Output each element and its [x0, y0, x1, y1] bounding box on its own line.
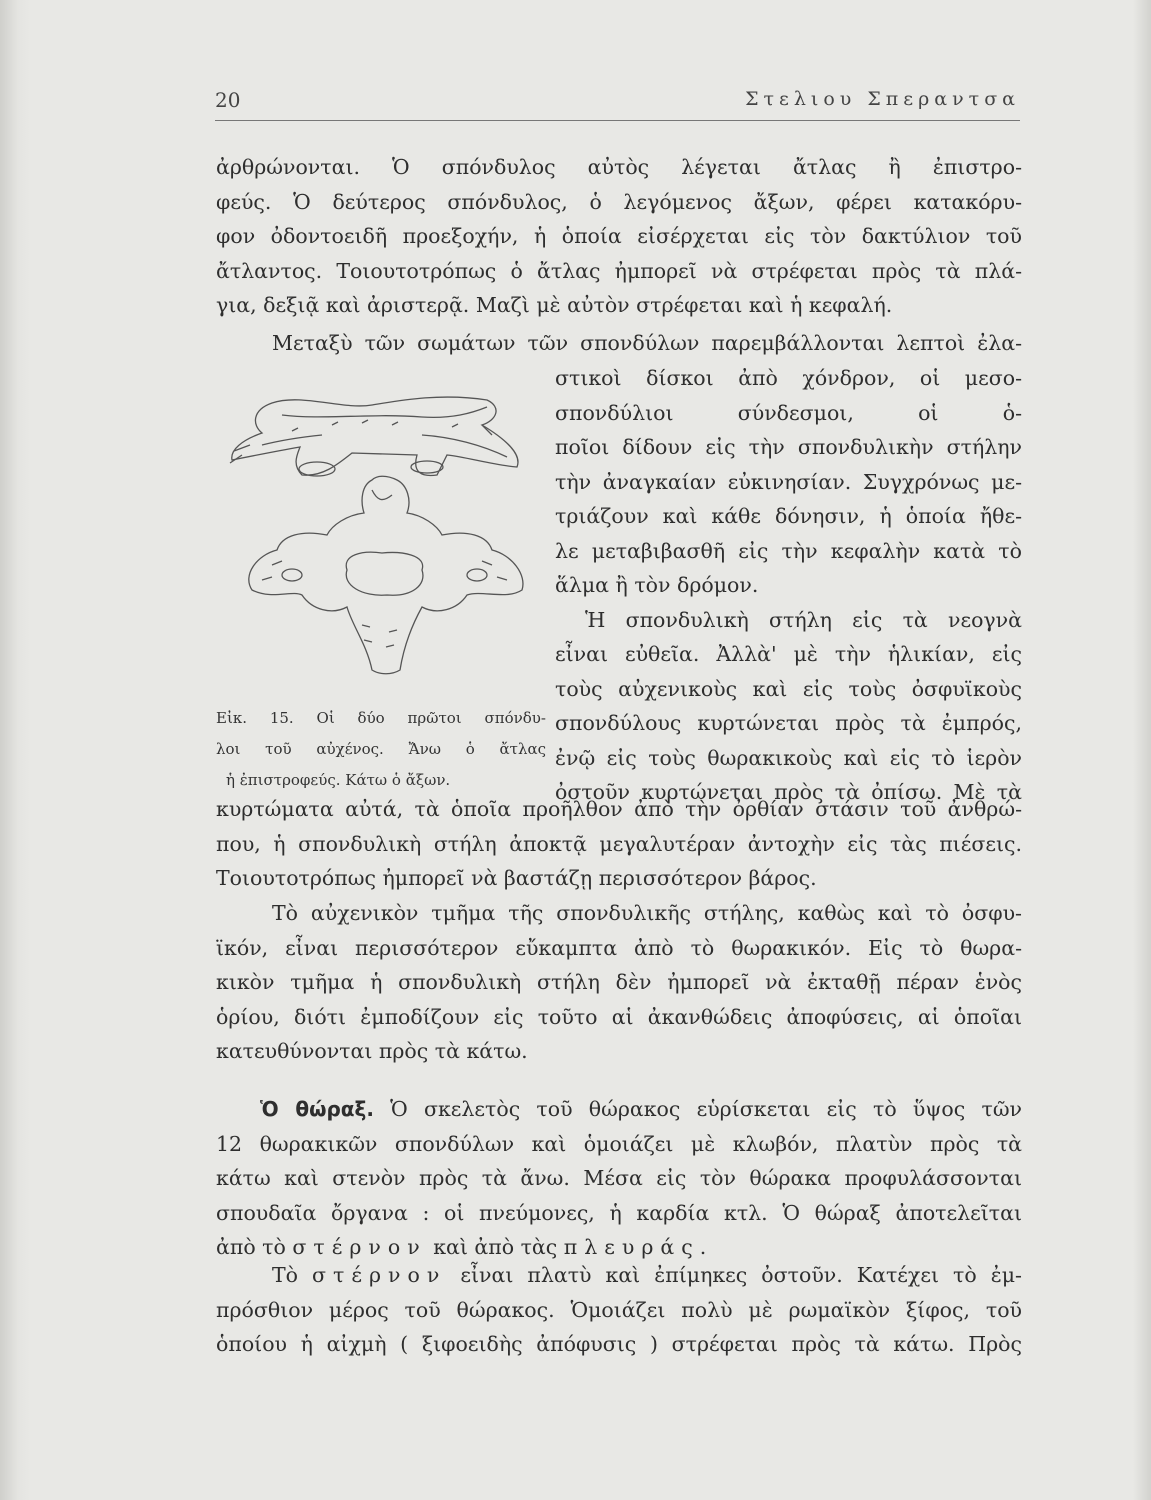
axis-illustration	[249, 476, 523, 674]
running-title: Στελιου Σπεραντσα	[745, 88, 1020, 110]
text-line: εἶναι εὐθεῖα. Ἀλλὰ' μὲ τὴν ἡλικίαν, εἰς	[555, 642, 1022, 666]
text-line: που, ἡ σπονδυλικὴ στήλη ἀποκτᾷ μεγαλυτέραν ἀντοχὴν εἰς τὰς πιέσεις.	[216, 831, 1022, 856]
section-heading-thorax: Ὁ θώραξ.	[260, 1097, 374, 1121]
page-edge-right	[1133, 0, 1151, 1500]
text-line: 12 θωρακικῶν σπονδύλων καὶ ὁμοιάζει μὲ κλωβόν, πλατὺν πρὸς τὰ	[216, 1131, 1022, 1156]
text-line: σπονδύλους κυρτώνεται πρὸς τὰ ἐμπρός,	[555, 711, 1022, 735]
text-line: Τοιουτοτρόπως ἠμπορεῖ νὰ βαστάζῃ περισσότερον βάρος.	[216, 866, 817, 890]
figure-caption	[216, 703, 546, 796]
vertebrae-figure	[222, 385, 532, 690]
text-line: σπονδύλιοι σύνδεσμοι, οἱ ὁ-	[555, 400, 1022, 425]
text-line: σπουδαῖα ὄργανα : οἱ πνεύμονες, ἡ καρδία κτλ. Ὁ θώραξ ἀποτελεῖται	[216, 1200, 1022, 1225]
text-line: φον ὀδοντοειδῆ προεξοχήν, ἡ ὁποία εἰσέρχεται εἰς τὸν δακτύλιον τοῦ	[216, 224, 1022, 248]
text-line: κατευθύνονται πρὸς τὰ κάτω.	[216, 1039, 528, 1063]
text-line: για, δεξιᾷ καὶ ἀριστερᾷ. Μαζὶ μὲ αὐτὸν στρέφεται καὶ ἡ κεφαλή.	[216, 293, 893, 317]
paragraph-curvatures	[216, 792, 1022, 896]
atlas-illustration	[230, 397, 518, 476]
page-number: 20	[215, 88, 241, 112]
caption-line: Εἰκ. 15. Οἱ δύο πρῶτοι σπόνδυ-	[216, 709, 546, 727]
text-line: τοὺς αὐχενικοὺς καὶ εἰς τοὺς ὀσφυϊκοὺς	[555, 676, 1022, 701]
paragraph-thorax	[216, 1092, 1022, 1265]
text-line	[216, 1092, 1022, 1127]
caption-line: λοι τοῦ αὐχένος. Ἄνω ὁ ἄτλας	[216, 740, 546, 758]
text-line: κυρτώματα αὐτά, τὰ ὁποῖα προῆλθον ἀπὸ τὴν ὀρθίαν στάσιν τοῦ ἀνθρώ-	[216, 797, 1022, 821]
term-sternum: στέρνον	[312, 1263, 447, 1287]
text-line: ὁρίου, διότι ἐμποδίζουν εἰς τοῦτο αἱ ἀκανθώδεις ἀποφύσεις, αἱ ὁποῖαι	[216, 1004, 1022, 1029]
term-ribs: πλευράς.	[563, 1235, 714, 1259]
text-line: Τὸ αὐχενικὸν τμῆμα τῆς σπονδυλικῆς στήλης, καθὼς καὶ τὸ ὀσφυ-	[272, 901, 1022, 925]
paragraph-cervical	[216, 896, 1022, 1069]
text-line: κάτω καὶ στενὸν πρὸς τὰ ἄνω. Μέσα εἰς τὸν θώρακα προφυλάσσονται	[216, 1166, 1022, 1190]
paragraph-discs-first-line	[272, 326, 1022, 361]
text-line	[216, 1258, 1022, 1293]
text-line: Μεταξὺ τῶν σωμάτων τῶν σπονδύλων παρεμβάλλονται λεπτοὶ ἐλα-	[272, 331, 1022, 355]
text-line: ποῖοι δίδουν εἰς τὴν σπονδυλικὴν στήλην	[555, 435, 1022, 459]
text-line: ἀρθρώνονται. Ὁ σπόνδυλος αὐτὸς λέγεται ἄτλας ἢ ἐπιστρο-	[216, 155, 1022, 179]
text-line: κικὸν τμῆμα ἡ σπονδυλικὴ στήλη δὲν ἠμπορεῖ νὰ ἐκταθῇ πέραν ἑνὸς	[216, 970, 1022, 994]
caption-line: ἡ ἐπιστροφεύς. Κάτω ὁ ἄξων.	[226, 771, 451, 789]
text-line: στικοὶ δίσκοι ἀπὸ χόνδρον, οἱ μεσο-	[555, 366, 1022, 390]
text-line: πρόσθιον μέρος τοῦ θώρακος. Ὁμοιάζει πολὺ μὲ ρωμαϊκὸν ξίφος, τοῦ	[216, 1297, 1022, 1322]
text-line: λε μεταβιβασθῆ εἰς τὴν κεφαλὴν κατὰ τὸ	[555, 538, 1022, 563]
paragraph-sternum	[216, 1258, 1022, 1362]
text-line: ὁποίου ἡ αἰχμὴ ( ξιφοειδὴς ἀπόφυσις ) στρέφεται πρὸς τὰ κάτω. Πρὸς	[216, 1332, 1022, 1356]
term-sternum: στέρνον	[292, 1235, 427, 1259]
text-line: τὴν ἀναγκαίαν εὐκινησίαν. Συγχρόνως με-	[555, 469, 1022, 494]
text-segment: εἶναι πλατὺ καὶ ἐπίμηκες ὀστοῦν. Κατέχει τὸ ἐμ-	[460, 1263, 1022, 1287]
page-header	[215, 86, 1020, 121]
text-segment: ἀπὸ τὸ	[216, 1235, 286, 1259]
text-line: τριάζουν καὶ κάθε δόνησιν, ἡ ὁποία ἤθε-	[555, 504, 1022, 528]
text-segment: Ὁ σκελετὸς τοῦ θώρακος εὑρίσκεται εἰς τὸ ὕψος τῶν	[390, 1097, 1022, 1121]
text-line: φεύς. Ὁ δεύτερος σπόνδυλος, ὁ λεγόμενος ἄξων, φέρει κατακόρυ-	[216, 189, 1022, 214]
page-edge-left	[0, 0, 30, 1500]
text-line: ἐνῷ εἰς τοὺς θωρακικοὺς καὶ εἰς τὸ ἱερὸν	[555, 745, 1022, 770]
text-line: ἅλμα ἢ τὸν δρόμον.	[555, 573, 759, 597]
text-line: ἄτλαντος. Τοιουτοτρόπως ὁ ἄτλας ἠμπορεῖ νὰ στρέφεται πρὸς τὰ πλά-	[216, 258, 1022, 283]
text-line: Ἡ σπονδυλικὴ στήλη εἰς τὰ νεογνὰ	[585, 607, 1022, 632]
right-column-text	[555, 361, 1022, 810]
text-segment: καὶ ἀπὸ τὰς	[433, 1235, 558, 1259]
text-line: ϊκόν, εἶναι περισσότερον εὔκαμπτα ἀπὸ τὸ θωρακικόν. Εἰς τὸ θωρα-	[216, 935, 1022, 960]
text-segment: Τὸ	[272, 1263, 299, 1287]
paragraph-atlas	[216, 150, 1022, 323]
text-line: ὀστοῦν κυρτώνεται πρὸς τὰ ὀπίσω. Μὲ τὰ	[555, 780, 1022, 804]
